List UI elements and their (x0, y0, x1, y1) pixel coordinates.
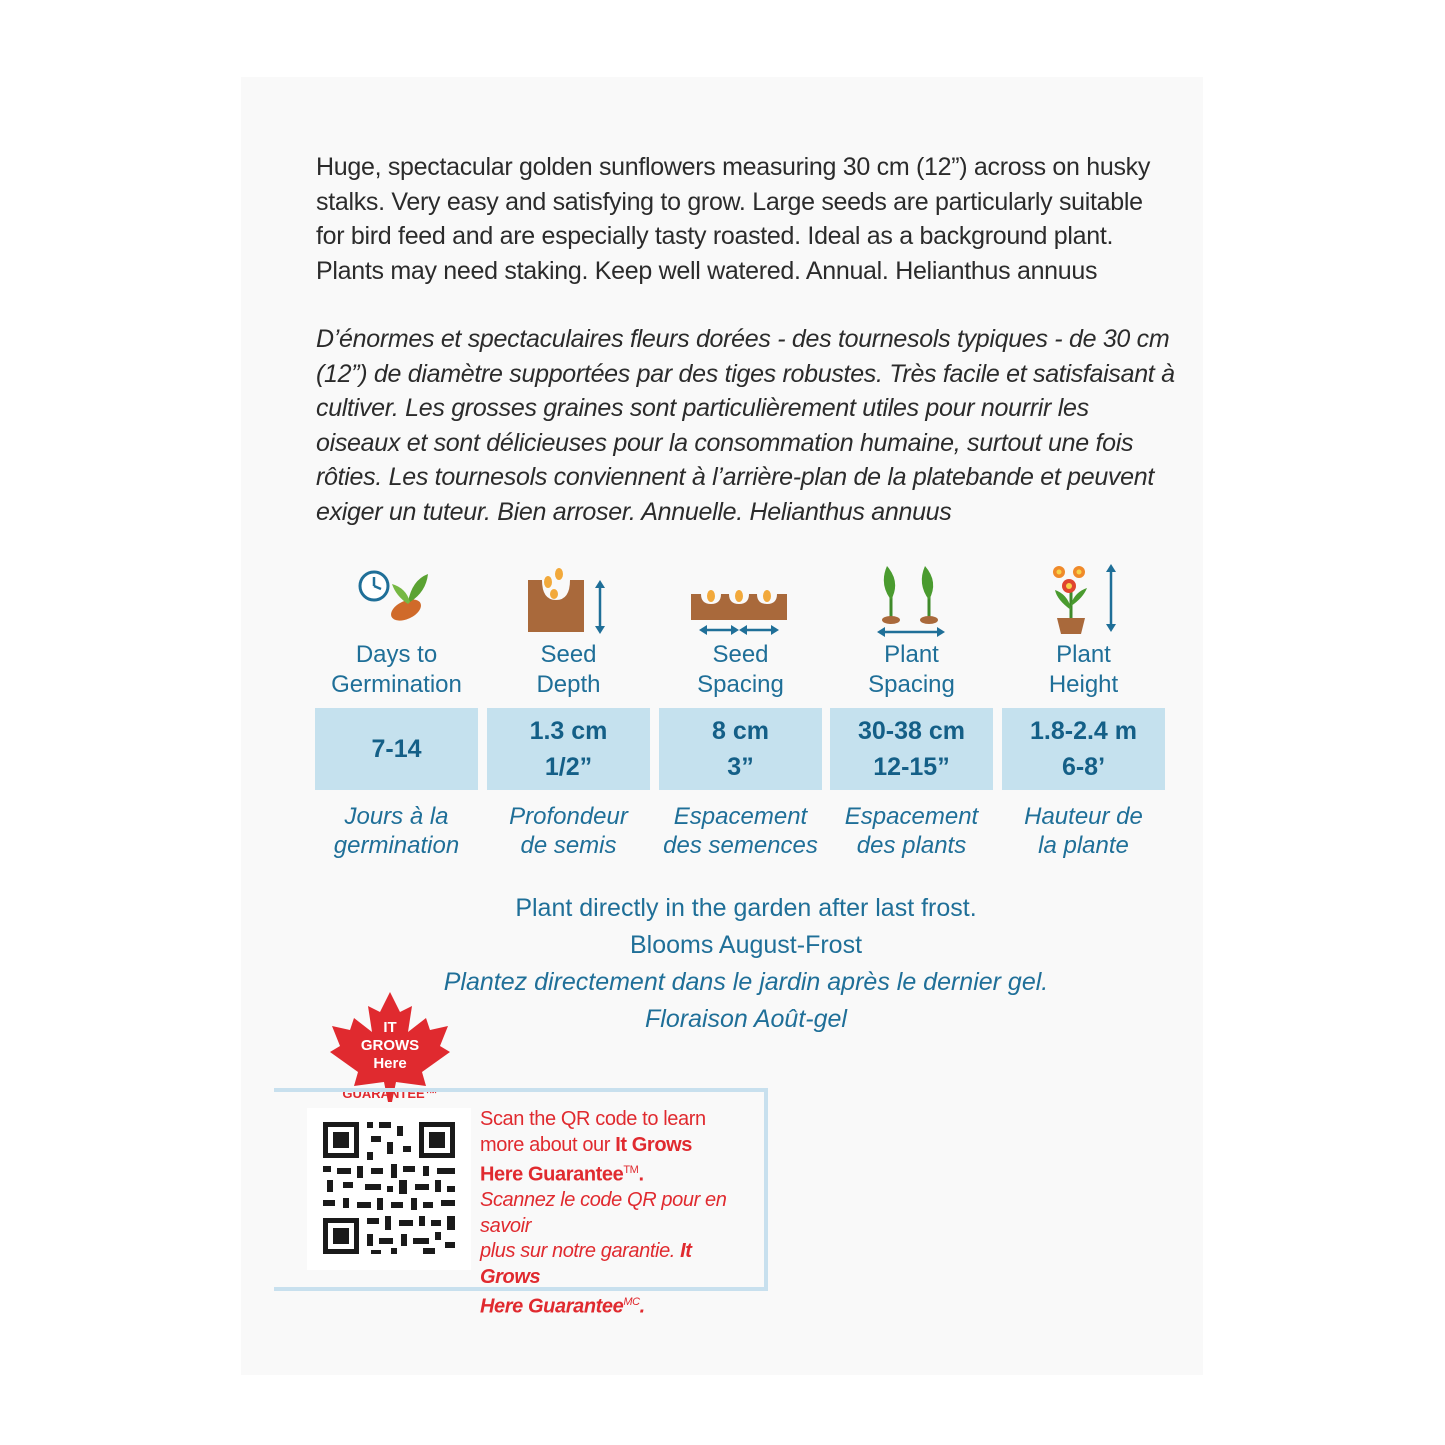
logo-line-2: GROWS (360, 1037, 420, 1054)
label-en: Seed Depth (536, 641, 601, 698)
value-box: 7-14 (315, 708, 478, 790)
label-fr: Hauteur de la plante (1024, 803, 1143, 859)
label-en: Plant Spacing (868, 641, 955, 698)
bloom-note-en: Blooms August-Frost (629, 931, 863, 959)
plant-height-icon (1002, 560, 1165, 640)
logo-line-4: GUARANTEE™ (342, 1086, 438, 1101)
value-box: 1.8-2.4 m 6-8’ (1002, 708, 1165, 790)
qr-code-icon (307, 1108, 471, 1270)
label-fr: Espacement des semences (663, 803, 818, 859)
label-fr: Profondeur de semis (509, 803, 628, 859)
seed-spacing-icon (659, 560, 822, 640)
qr-panel-text (480, 1107, 755, 1320)
description-english: Huge, spectacular golden sunflowers measuring 30 cm (12”) across on husky stalks. Very easy and satisfying to grow. Large seeds are particularly suitable for bird feed and are especially tasty roasted. Ideal as a background plant. Plants may need staking. Keep well watered. Annual. Helianthus annuus (316, 153, 1151, 285)
sowing-note-fr: Plantez directement dans le jardin après le dernier gel. (443, 968, 1049, 996)
qr-text-en: Scan the QR code to learn more about our It Grows Here Guarantee™. (480, 1108, 706, 1186)
logo-line-3: Here (373, 1055, 407, 1072)
qr-text-fr: Scannez le code QR pour en savoir plus sur notre garantie. It Grows Here Guarantee$^{MC}$. (480, 1189, 727, 1318)
value-box: 1.3 cm 1/2” (487, 708, 650, 790)
clock-seedling-icon (315, 560, 478, 640)
logo-line-1: IT (383, 1019, 397, 1036)
description-french: D’énormes et spectaculaires fleurs dorées - des tournesols typiques - de 30 cm (12”) de diamètre supportées par des tiges robustes. Très facile et satisfaisant à cultiver. Les grosses graines sont particulièrement utiles pour nourrir les oiseaux et sont délicieuses pour la consommation humaine, surtout une fois rôties. Les tournesols conviennent à l’arrière-plan de la platebande et peuvent exiger un tuteur. Bien arroser. Annuelle. Helianthus annuus (316, 325, 1175, 526)
qr-code[interactable] (307, 1108, 471, 1270)
label-fr: Espacement des plants (844, 803, 979, 859)
label-fr: Jours à la germination (333, 803, 460, 859)
bloom-note-fr: Floraison Août-gel (645, 1005, 847, 1033)
seed-depth-icon (487, 560, 650, 640)
value-box: 30-38 cm 12-15” (830, 708, 993, 790)
value-box: 8 cm 3” (659, 708, 822, 790)
sowing-note-en: Plant directly in the garden after last frost. (515, 894, 977, 922)
label-en: Plant Height (1048, 641, 1119, 698)
plant-spacing-icon (830, 560, 993, 640)
label-en: Seed Spacing (697, 641, 784, 698)
label-en: Days to Germination (331, 641, 462, 698)
